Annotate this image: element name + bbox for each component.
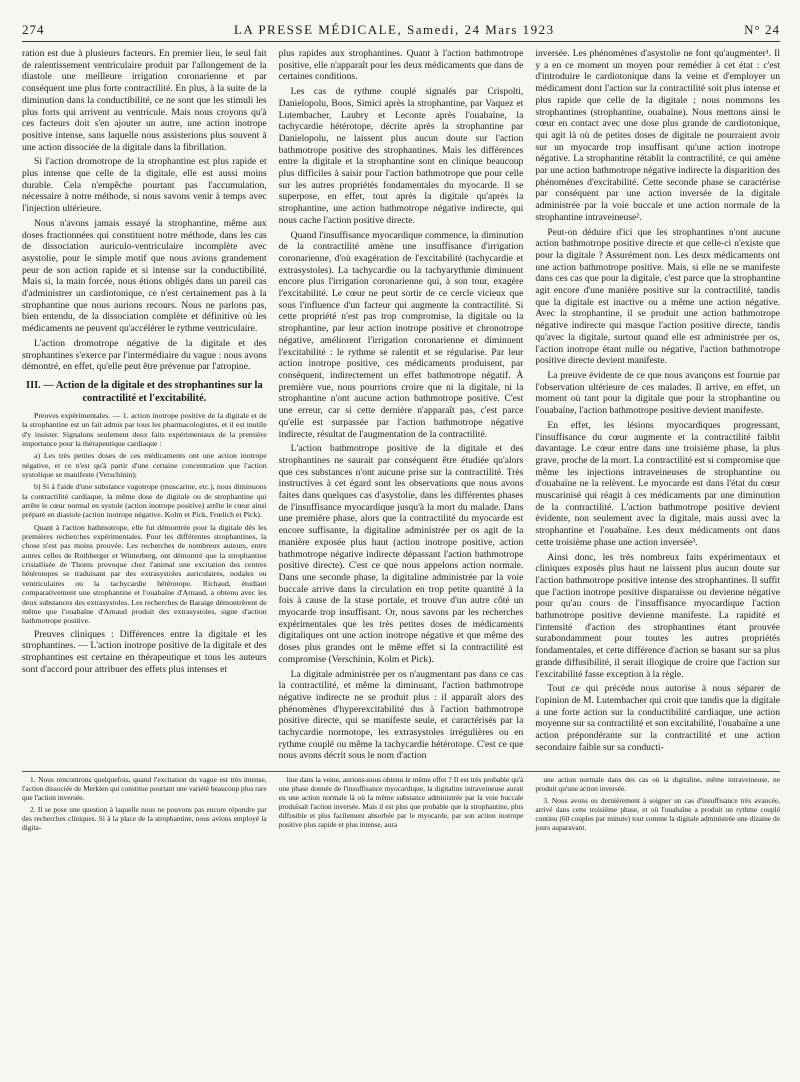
paragraph: inversée. Les phénomènes d'asystolie ne font qu'augmenter¹. Il y a en ce moment un moyen pour remédier à cet état : c'est d'introduire le cardiotonique dans la veine et d'employer un médicament dont l'action sur la contractilité soit plus intense et plus rapide que celle de la digitale ; nous nommons les strophantines (strophantine, ouabaïne). Nous mettons ainsi le cœur en contact avec une dose plus grande de cardiotonique, qui agit là où de petites doses de digitale ne pourraient avoir sur un myocarde trop insuffisant qu'une action inotrope négative. La strophantine rétablit la contractilité, ce qui amène par une action bathmotrope négative indirecte la disparition des phénomènes d'excitabilité. Cette seconde phase se caractérise par conséquent par une action inversée de la digitale administrée par la voie buccale et une action normale de la strophantine intraveineuse².	[535, 48, 781, 223]
paragraph: Quant à l'action bathmotrope, elle fut démontrée pour la digitale dès les premières recherches expérimentales. Pour les différentes strophantines, la chose n'est pas moins prouvée. Les recherches de nombreux auteurs, entre autres celles de Rothberger et Winterberg, ont démontré que la strophantine cristallisée de Thoms provoque chez l'animal une excitation des centres hétérotopes se traduisant par des extrasystoles auriculaires, nodales ou ventriculaires ou la tachycardie hétérotope. Richaud, étudiant comparativement une strophantine et l'ouabaïne d'Arnaud, a obtenu avec les deux substances des extrasystoles. Les recherches de Baraige démontrèrent de même que l'ouabaïne d'Arnaud produit des extrasystoles, signe d'action bathmotrope positive.	[22, 522, 267, 626]
section-title: III. — Action de la digitale et des strophantines sur la contractilité et l'excitabilité.	[26, 379, 263, 404]
page-header	[22, 22, 780, 38]
footnote-column-2	[279, 776, 524, 835]
paragraph: Si l'action dromotrope de la strophantine est plus rapide et plus intense que celle de la digitale, elle est aussi moins durable. Cela n'empêche pourtant pas l'accumulation, nécessaire à notre méthode, si nous savons venir à temps avec l'injection ultérieure.	[22, 156, 267, 215]
paragraph: ration est due à plusieurs facteurs. En premier lieu, le seul fait de ralentissement ventriculaire produit par l'allongement de la diastole une meilleure irrigation coronarienne et par conséquent une plus forte contractilité. En plus, à la suite de la diminution dans la conductibilité, ce ne sont que les stimuli les plus forts qui arrivent au ventricule. Mais nous croyons qu'à ces facteurs doit s'en ajouter un autre, une action inotrope positive intense, sans laquelle nous assisterions plus souvent à une action dissociée de la digitale dans la fibrillation.	[22, 48, 267, 153]
paragraph: La digitale administrée per os n'augmentant pas dans ce cas la contractilité, et même la diminuant, l'action bathmotrope négative indirecte ne se produit plus : il apparaît alors des phénomènes d'hyperexcitabilité dus à l'action bathmotrope positive directe, qui se manifeste seule, et caractérisés par la tachycardie normotope, les extrasystoles irrégulières ou en rythme couplé ou même la tachycardie hétérotope. C'est ce que nous avons décrit sous le nom d'action	[278, 668, 524, 762]
paragraph: plus rapides aux strophantines. Quant à l'action bathmotrope positive, elle n'apparaît pour les deux médicaments que dans de certaines conditions.	[278, 48, 524, 83]
paragraph: Ainsi donc, les très nombreux faits expérimentaux et cliniques exposés plus haut ne laissent plus aucun doute sur l'action bathmotrope positive intense des strophantines. Il suffit que l'action inotrope positive disparaisse ou devienne négative pour qu'au cours de l'insuffisance myocardique l'action bathmotrope positive devienne manifeste. La rapidité et l'intensité d'action des strophantines étant prouvée surabondamment pour toutes les autres propriétés fondamentales, et cette différence d'action se basant sur sa plus grande diffusibilité, il serait illogique de croire que l'action sur l'excitabilité fasse exception à la règle.	[535, 551, 781, 680]
page-number: 274	[22, 22, 45, 37]
article-columns	[22, 48, 780, 765]
paragraph: L'action dromotrope négative de la digitale et des strophantines s'exerce par l'intermédiaire du vague : nous avons démontré, en effet, qu'elle peut être prévenue par l'atropine.	[22, 337, 267, 373]
footnote: 1. Nous rencontrons quelquefois, quand l'excitation du vague est très intense, l'action dissociée de Merklen qui constitue pourtant une variété beaucoup plus rare que l'action inversée.	[22, 775, 267, 802]
footnote: une action normale dans des cas où la digitaline, même intraveineuse, ne produit qu'une action inversée.	[535, 775, 781, 794]
footnote-column-3	[535, 776, 780, 835]
paragraph: L'action bathmotrope positive de la digitale et des strophantines ne saurait par conséquent être étudiée qu'alors que ces substances n'ont aucune prise sur la contractilité. Très instructives à cet égard sont les observations que nous avons faites dans quelques cas d'asystolie, dans les différentes phases de l'insuffisance myocardique jusqu'à la mort du malade. Dans une première phase, alors que la contractilité du myocarde est encore suffisante, la digitaline administrée per os agit de la manière exposée plus haut (action inotrope positive, action bathmotrope négative indirecte dépassant l'action bathmotrope positive directe). C'est ce que nous appelons action normale. Dans une seconde phase, la digitaline administrée par la voie buccale arrive dans la circulation en trop petite quantité à la fois à cause de la stase portale, et trouve d'un autre côté un myocarde trop insuffisant. Or, nous savons par les recherches expérimentales que les très petites doses de médicaments digitaliques ont une action inotrope négative et que même des doses plus grandes ont le même effet si la contractilité est compromise (Verschinin, Kolm et Pick).	[278, 443, 524, 665]
footnotes	[22, 776, 780, 835]
footnote-column-1	[22, 776, 267, 835]
paragraph: Quand l'insuffisance myocardique commence, la diminution de la contractilité amène une insuffisance d'irrigation coronarienne, d'où exagération de l'excitabilité (tachycardie et extrasystoles). La tachycardie ou la tachyarythmie diminuent encore plus l'irrigation coronarienne qui, à son tour, exagère l'excitabilité. Le cœur ne peut sortir de ce cercle vicieux que sous l'influence d'un facteur qui augmente la contractilité. Si cette propriété n'est pas trop compromise, la digitale ou la strophantine, par leur action inotrope positive et chronotrope négative, améliorent l'irrigation coronarienne et diminuent l'excitabilité : le rythme se ralentit et se régularise. Par leur action inotrope positive, ces médicaments produisent, par conséquent, indirectement un effet bathmotrope négatif. À première vue, nous pourrions croire que ni la digitale, ni la strophantine n'ont aucune action bathmotrope positive. C'est une erreur, car si cette dernière n'apparaît pas, c'est parce qu'elle est surpassée par l'action bathmotrope négative indirecte, résultat de l'augmentation de la contractilité.	[278, 229, 524, 440]
footnote: 2. Il se pose une question à laquelle nous ne pouvons pas encore répondre par des recherches cliniques. Si à la place de la strophantine, nous avions employé la digita-	[22, 804, 267, 832]
paragraph: En effet, les lésions myocardiques progressant, l'insuffisance du cœur augmente et la contractilité faiblit davantage. Le cœur entre dans une troisième phase, la plus grave, proche de la mort. La contractilité est si compromise que même les injections intraveineuses de strophantine ou d'ouabaïne ne la relèvent. Le myocarde est dans l'état du cœur muscarinisé qui réagit à ces médicaments par une diminution de la contractilité. L'action bathmotrope positive devient évidente, non seulement avec la digitale, mais aussi avec la strophantine et l'ouabaïne. Les deux médicaments ont dans cette troisième phase une action inversée³.	[535, 419, 781, 548]
footnote-rule	[22, 771, 780, 772]
paragraph: Tout ce qui précède nous autorise à nous séparer de l'opinion de M. Lutembacher qui croit que tandis que la digitale a une forte action sur la conductibilité cardiaque, une action moyenne sur sa contractilité et son excitabilité, l'ouabaïne a une action prépondérante sur la contractilité et une action secondaire faible sur sa conducti-	[535, 683, 781, 753]
header-rule	[22, 41, 780, 42]
paragraph: Preuves expérimentales. — 1. action inotrope positive de la digitale et de la strophantine est un fait admis par tous les pharmacologistes, et il est inutile d'y insister. Signalons seulement deux faits expérimentaux de la première importance pour la thérapeutique cardiaque :	[22, 410, 267, 449]
paragraph: Les cas de rythme couplé signalés par Crispolti, Danielopolu, Boos, Simici après la strophantine, par Vaquez et Lutembacher, Laubry et Leconte après l'ouabaïne, la tachycardie hétérotope, décrite après la strophantine par Danielopolu, ne laissent plus aucun doute sur l'action bathmotrope positive des strophantines. Mais les différences entre la digitale et la strophantine sont en clinique beaucoup plus difficiles à saisir pour l'action bathmotrope que pour celle sur les autres propriétés fondamentales du myocarde. Il se superpose, en effet, tout après la digitale qu'après la strophantine, une action bathmotrope négative indirecte, qui nous cache l'action positive directe.	[278, 86, 524, 226]
paragraph: Peut-on déduire d'ici que les strophantines n'ont aucune action bathmotrope positive directe et que celle-ci n'existe que pour la digitale ? Assurément non. Les deux médicaments ont une action bathmotrope positive. Mais, si elle ne se manifeste dans ces cas que pour la digitale, c'est parce que la strophantine agit encore d'une manière positive sur la contractilité, tandis que la digitale est inactive ou a même une action négative. Avec la strophantine, il se produit une action bathmotrope négative indirecte qui masque l'action positive directe, tandis qu'avec la digitale, surtout quand elle est administrée per os, l'action inotrope étant nulle ou négative, l'action bathmotrope positive directe devient manifeste.	[535, 226, 781, 367]
footnote: 3. Nous avons eu dernièrement à soigner un cas d'insuffisance très avancée, arrivé dans cette troisième phase, et où l'ouabaïne a produit un rythme couplé continu (60 couples par minute) tout comme la digitale administrée une dizaine de jours auparavant.	[535, 795, 781, 832]
column-1	[22, 48, 267, 765]
footnote: line dans la veine, aurions-nous obtenu le même effet ? Il est très probable qu'à une phase donnée de l'insuffisance myocardique, la digitaline intraveineuse aurait eu une action normale là où la même substance administrée par la voie buccale produisait l'action inversée. Mais il est plus que probable que la strophantine, plus diffusible et plus facilement absorbée par le myocarde, par son action inotrope positive plus rapide et plus intense, aura	[278, 775, 524, 829]
paragraph: Preuves cliniques : Différences entre la digitale et les strophantines. — L'action inotrope positive de la digitale et des strophantines est certaine en thérapeutique et tous les auteurs sont d'accord pour attribuer des effets plus intenses et	[22, 628, 267, 675]
paragraph: b) Si à l'aide d'une substance vagotrope (muscarine, etc.), nous diminuons la contractilité cardiaque, la même dose de digitale ou de strophantine qui arrête le cœur normal en systole (action inotrope positive) arrête le cœur ainsi préparé en diastole (action inotrope négative. Kolm et Pick, Frœlich et Pick).	[22, 482, 267, 520]
column-3	[535, 48, 780, 765]
column-2	[279, 48, 524, 765]
issue-number: N° 24	[744, 22, 780, 37]
journal-title: LA PRESSE MÉDICALE, Samedi, 24 Mars 1923	[233, 22, 555, 37]
paragraph: a) Les très petites doses de ces médicaments ont une action inotrope négative, et ce n'est qu'à partir d'une certaine concentration que l'action systolique se manifeste (Verschinin);	[22, 451, 267, 480]
paragraph: Nous n'avons jamais essayé la strophantine, même aux doses fractionnées qui constituent notre méthode, dans les cas de dissociation auriculo-ventriculaire incomplète avec asystolie, pour le simple motif que nous avions grandement peur de son action rapide et si intense sur la conductibilité. Mais si, la main forcée, nous étions obligés dans un pareil cas d'administrer un cardiotonique, ce n'est certainement pas à la strophantine que nous aurions recours. Nous ne parlons pas, bien entendu, de la dissociation complète et définitive où les médicaments ne peuvent qu'accélérer le rythme ventriculaire.	[22, 217, 267, 335]
paragraph: La preuve évidente de ce que nous avançons est fournie par l'observation ultérieure de ces malades. Il arrive, en effet, un moment où tant pour la digitale que pour la strophantine ou l'ouabaïne, l'action bathmotrope positive devient manifeste.	[535, 369, 781, 417]
